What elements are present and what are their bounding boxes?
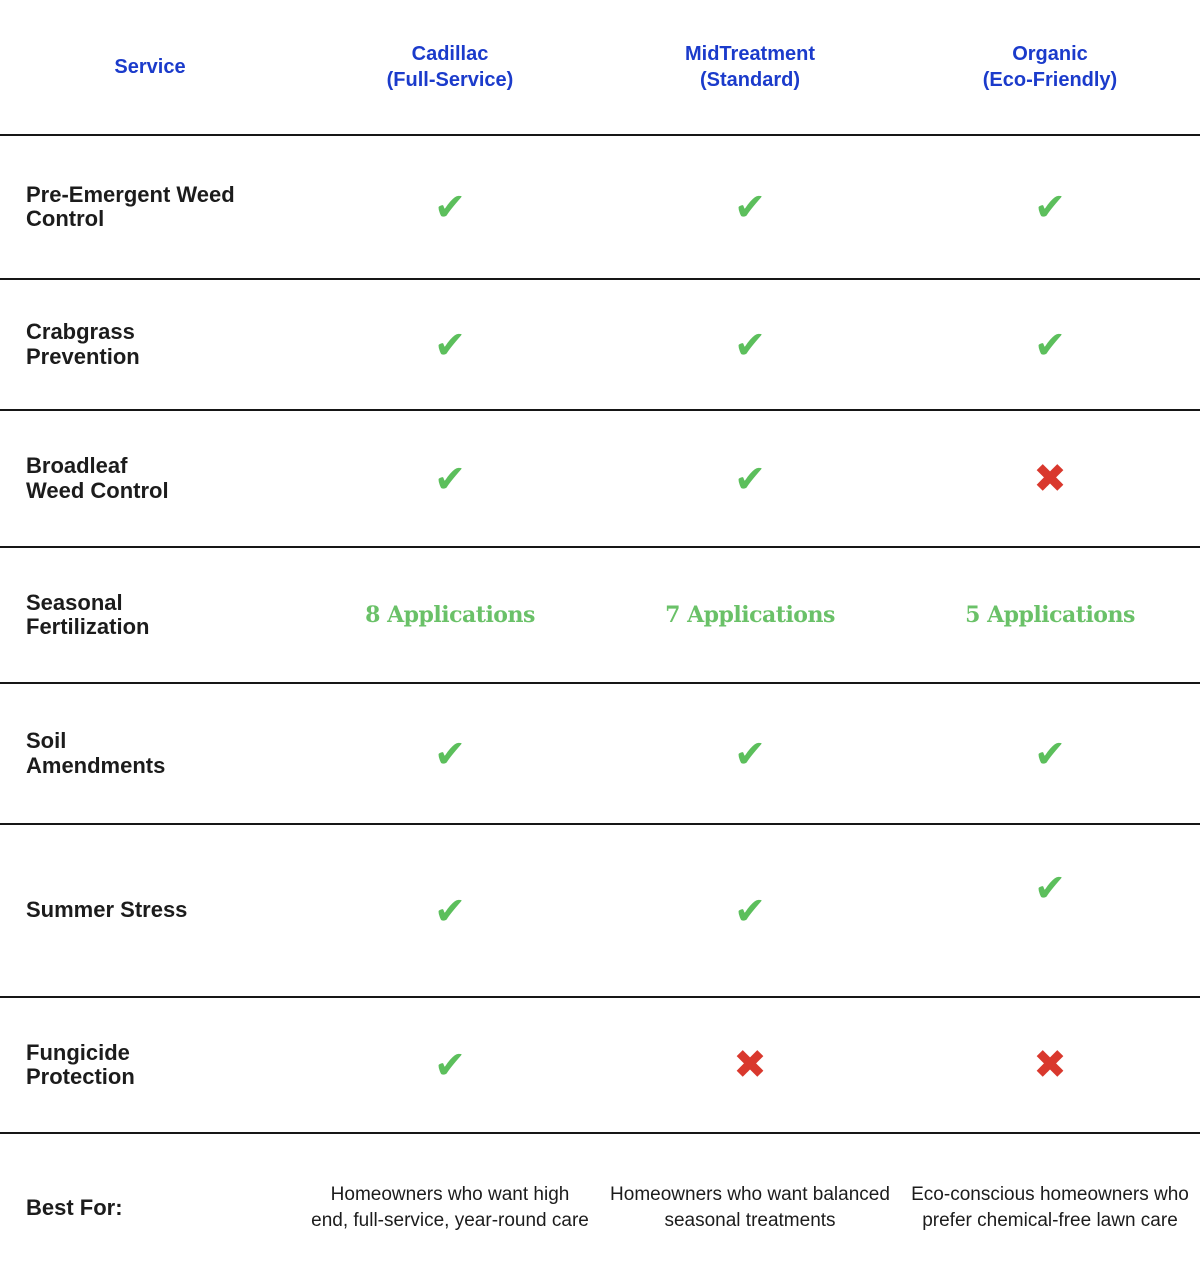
table-cell	[600, 548, 900, 682]
row-label-line: Best For:	[26, 1194, 123, 1220]
best-for-text: Eco-conscious homeowners who prefer chemical-free lawn care	[911, 1184, 1189, 1231]
row-label	[0, 411, 300, 546]
column-header-plan-name: Cadillac	[411, 43, 489, 65]
table-cell	[600, 998, 900, 1132]
row-label	[0, 1134, 300, 1282]
cross-icon: ✖	[1033, 455, 1067, 502]
applications-text: 7 Applications	[665, 602, 835, 628]
table-cell	[600, 411, 900, 546]
check-icon: ✔	[734, 322, 766, 367]
best-for-text: Homeowners who want high end, full-service, year-round care	[311, 1184, 589, 1231]
table-cell	[300, 998, 600, 1132]
check-icon: ✔	[1034, 865, 1066, 910]
table-cell	[900, 684, 1200, 823]
table-cell	[600, 280, 900, 409]
table-cell	[300, 684, 600, 823]
column-header-plan-name: Organic	[1012, 43, 1088, 65]
check-icon: ✔	[734, 456, 766, 501]
table-row-broadleaf-weed-control	[0, 409, 1200, 546]
check-icon: ✔	[734, 185, 766, 229]
row-label	[0, 280, 300, 409]
check-icon: ✔	[1034, 322, 1066, 367]
table-row-summer-stress	[0, 823, 1200, 996]
table-cell	[900, 280, 1200, 409]
row-label-line: Seasonal	[26, 589, 123, 615]
table-row-fungicide-protection	[0, 996, 1200, 1132]
row-label-line: Summer Stress	[26, 897, 188, 923]
best-for-text: Homeowners who want balanced seasonal treatments	[610, 1184, 890, 1231]
row-label-line: Weed Control	[26, 477, 169, 503]
applications-text: 8 Applications	[365, 602, 535, 628]
header-cell-cadillac	[300, 0, 600, 134]
column-header-plan-subtitle: (Standard)	[700, 69, 800, 91]
row-label-line: Soil	[26, 728, 67, 754]
table-row-soil-amendments	[0, 682, 1200, 823]
row-label-line: Pre-Emergent Weed	[26, 181, 235, 207]
check-icon: ✔	[434, 185, 466, 229]
table-cell	[900, 998, 1200, 1132]
check-icon: ✔	[434, 731, 466, 776]
table-row-seasonal-fertilization	[0, 546, 1200, 682]
table-cell	[600, 136, 900, 278]
table-cell	[300, 825, 600, 996]
row-label-line: Fungicide	[26, 1039, 130, 1065]
table-cell	[900, 136, 1200, 278]
table-row-best-for	[0, 1132, 1200, 1282]
header-row	[0, 0, 1200, 134]
table-cell	[900, 825, 1200, 996]
column-header-plan-subtitle: (Eco-Friendly)	[982, 69, 1118, 91]
row-label	[0, 998, 300, 1132]
row-label	[0, 684, 300, 823]
table-cell	[300, 280, 600, 409]
row-label-line: Crabgrass	[26, 319, 135, 345]
header-cell-organic	[900, 0, 1200, 134]
check-icon: ✔	[734, 888, 766, 933]
table-cell	[600, 825, 900, 996]
row-label-line: Prevention	[26, 343, 140, 369]
table-cell	[300, 1134, 600, 1282]
check-icon: ✔	[434, 322, 466, 367]
table-cell	[300, 548, 600, 682]
row-label-line: Protection	[26, 1064, 135, 1089]
row-label	[0, 136, 300, 278]
row-label	[0, 825, 300, 996]
column-header-plan-subtitle: (Full-Service)	[386, 69, 514, 91]
row-label-line: Control	[26, 206, 105, 231]
table-cell	[300, 136, 600, 278]
check-icon: ✔	[1034, 185, 1066, 229]
row-label-line: Fertilization	[26, 614, 150, 639]
column-header-plan-name: MidTreatment	[684, 43, 816, 65]
header-cell-service	[0, 0, 300, 134]
table-cell	[900, 548, 1200, 682]
table-cell	[900, 1134, 1200, 1282]
check-icon: ✔	[1034, 731, 1066, 776]
row-label	[0, 548, 300, 682]
header-cell-midtreatment	[600, 0, 900, 134]
applications-text: 5 Applications	[965, 602, 1135, 628]
row-label-line: Amendments	[26, 752, 166, 778]
check-icon: ✔	[434, 456, 466, 501]
check-icon: ✔	[434, 888, 466, 933]
column-header-service: Service	[114, 56, 186, 78]
table-cell	[900, 411, 1200, 546]
row-label-line: Broadleaf	[26, 453, 128, 479]
table-cell	[600, 684, 900, 823]
cross-icon: ✖	[1033, 1042, 1067, 1088]
table-row-pre-emergent-weed-control	[0, 134, 1200, 278]
cross-icon: ✖	[733, 1042, 767, 1088]
table-row-crabgrass-prevention	[0, 278, 1200, 409]
check-icon: ✔	[734, 731, 766, 776]
check-icon: ✔	[434, 1043, 466, 1087]
table-cell	[300, 411, 600, 546]
table-cell	[600, 1134, 900, 1282]
